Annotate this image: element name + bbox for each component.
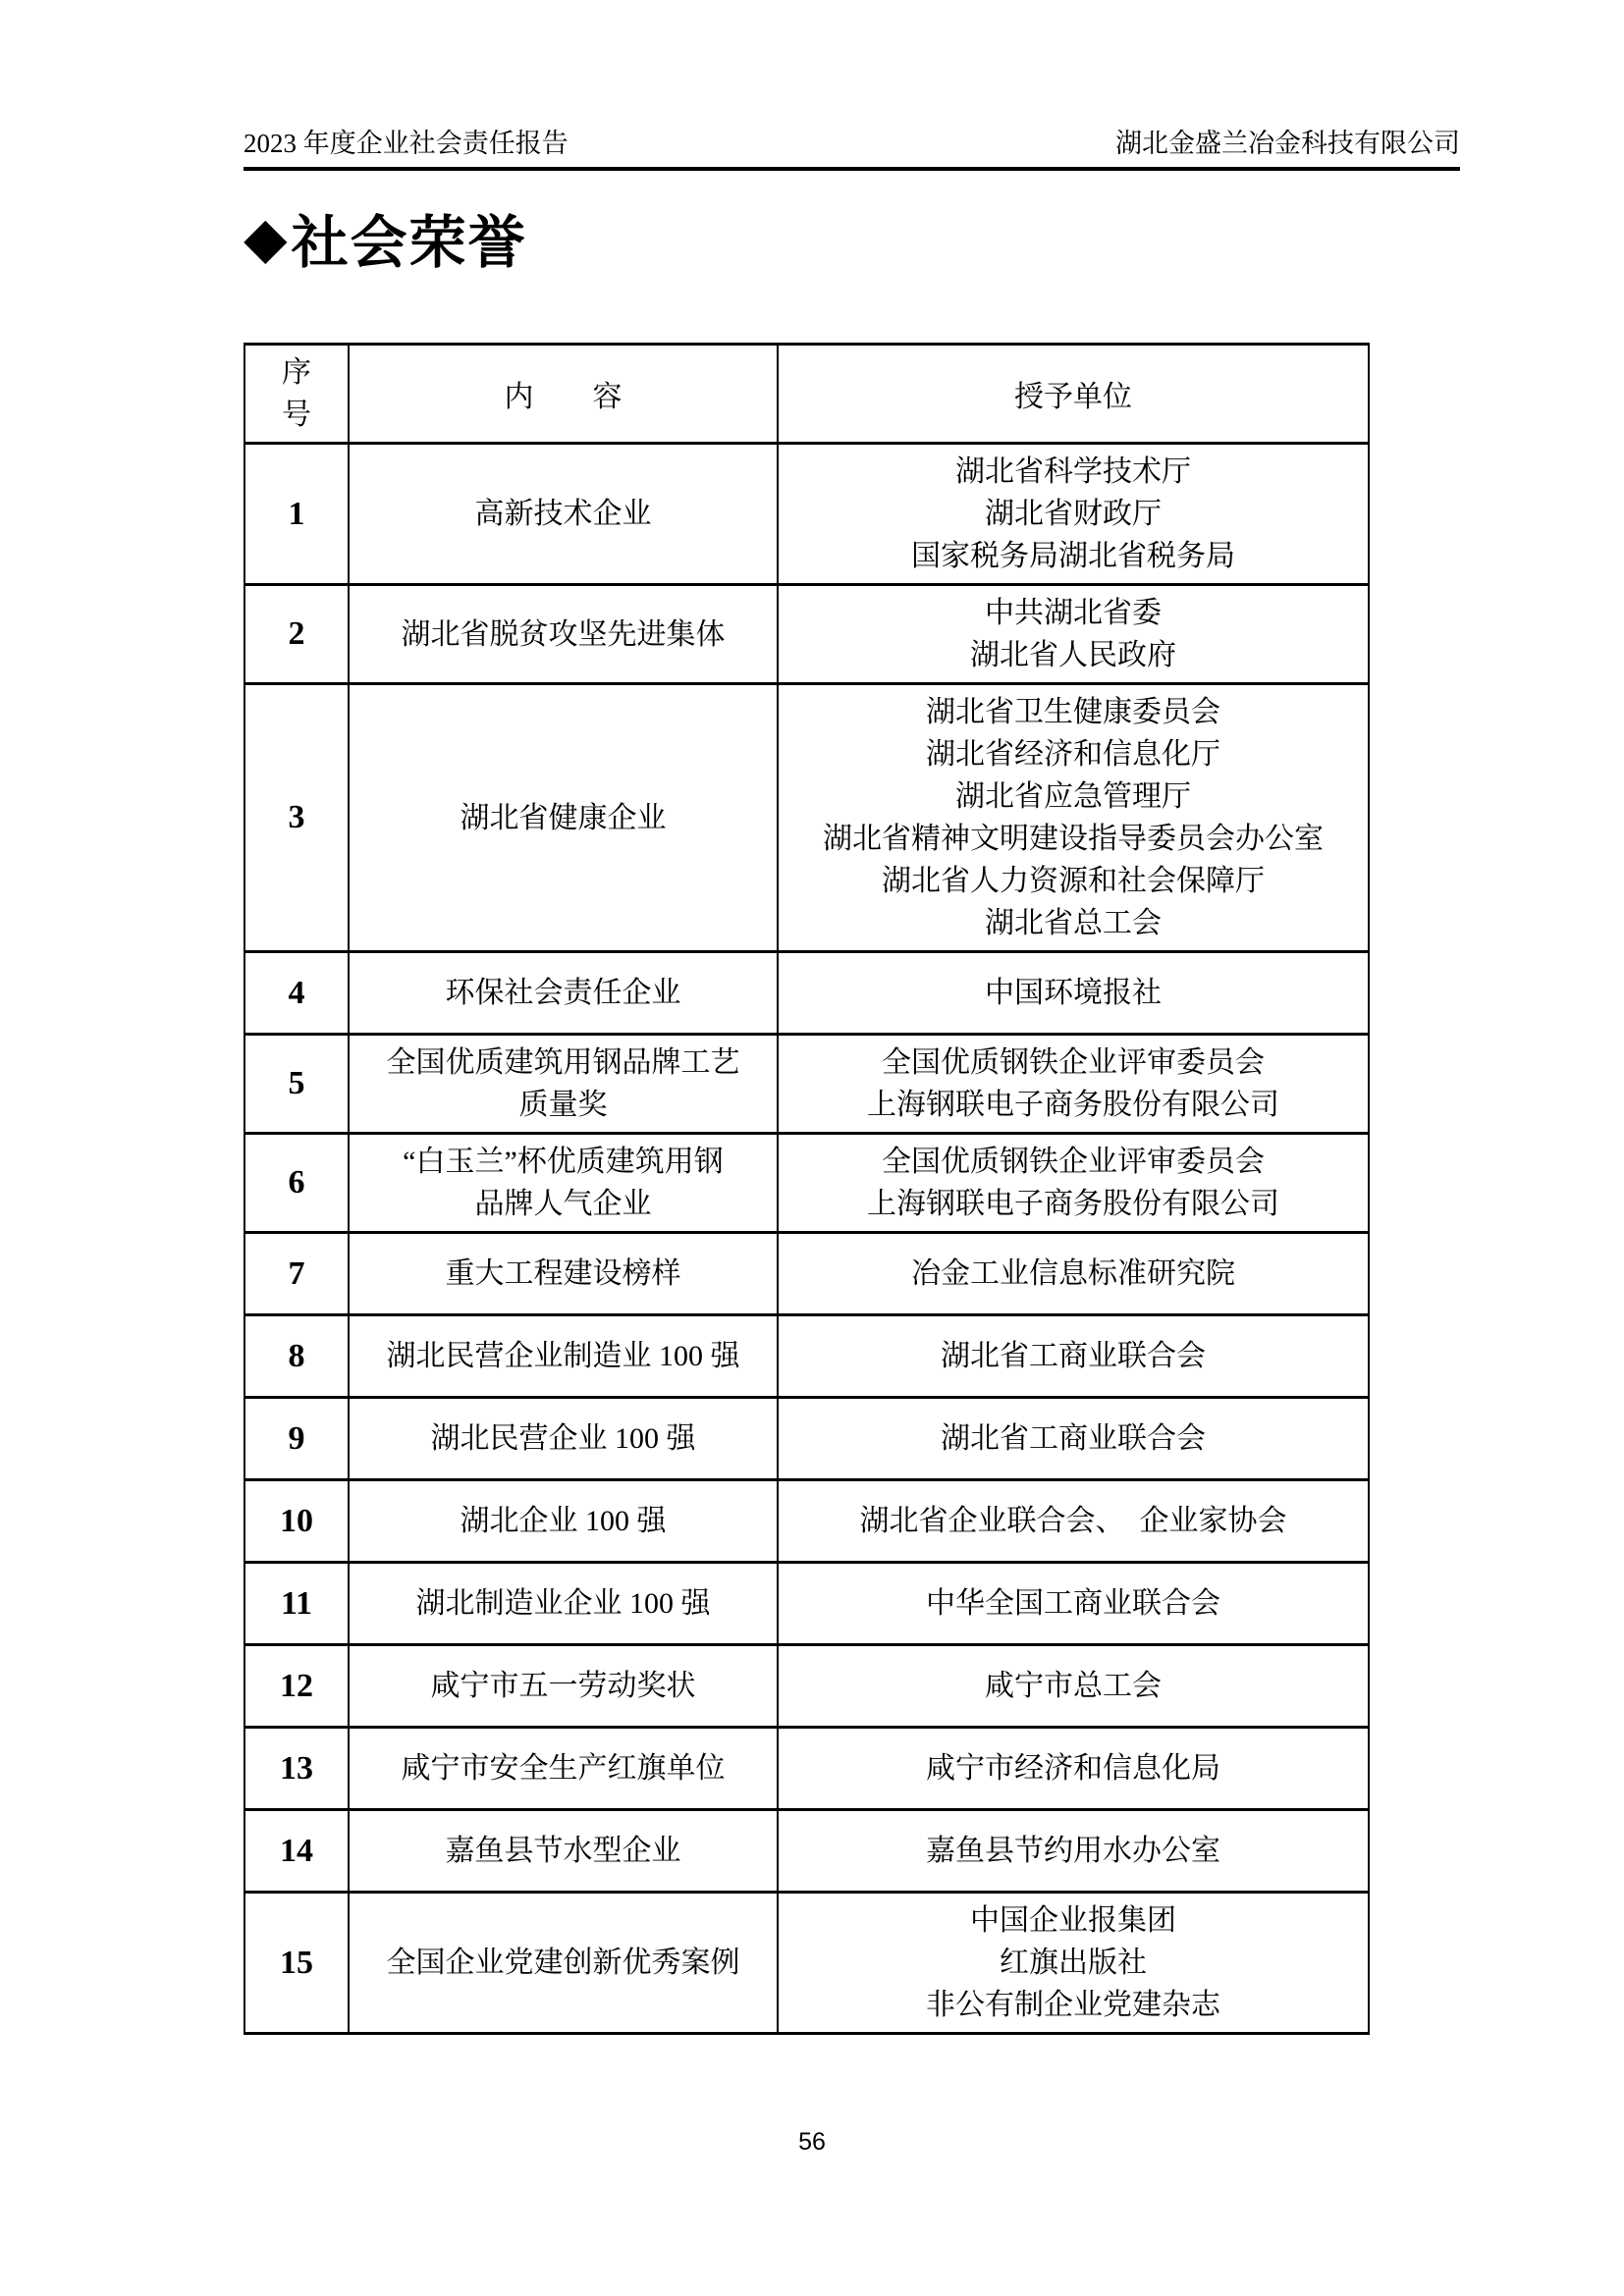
table-row bbox=[244, 1233, 1369, 1315]
cell-line: 全国优质钢铁企业评审委员会 bbox=[882, 1146, 1265, 1178]
awarding-unit-cell bbox=[778, 684, 1369, 952]
cell-line: 上海钢联电子商务股份有限公司 bbox=[867, 1089, 1279, 1121]
column-header-unit: 授予单位 bbox=[778, 345, 1369, 444]
awarding-unit-cell bbox=[778, 1035, 1369, 1134]
row-number-cell: 7 bbox=[244, 1233, 349, 1315]
cell-line: 湖北省工商业联合会 bbox=[941, 1422, 1206, 1455]
cell-line: 重大工程建设榜样 bbox=[445, 1257, 681, 1290]
cell-line: 中共湖北省委 bbox=[985, 597, 1162, 629]
row-number-cell: 13 bbox=[244, 1728, 349, 1810]
cell-line: 嘉鱼县节约用水办公室 bbox=[926, 1835, 1220, 1867]
cell-line: 嘉鱼县节水型企业 bbox=[445, 1835, 681, 1867]
cell-line: 中国企业报集团 bbox=[970, 1904, 1176, 1937]
cell-line: 湖北省健康企业 bbox=[460, 801, 667, 834]
table-row bbox=[244, 1893, 1369, 2034]
awarding-unit-cell bbox=[778, 1893, 1369, 2034]
cell-line: 湖北制造业企业 100 强 bbox=[415, 1587, 711, 1620]
honor-content-cell bbox=[349, 1645, 778, 1728]
column-header-num bbox=[244, 345, 349, 444]
cell-line: 全国优质钢铁企业评审委员会 bbox=[882, 1046, 1265, 1079]
awarding-unit-cell bbox=[778, 1315, 1369, 1398]
table-header-row bbox=[244, 345, 1369, 444]
cell-line: 咸宁市总工会 bbox=[985, 1670, 1162, 1702]
row-number-cell: 12 bbox=[244, 1645, 349, 1728]
header-report-title: 2023 年度企业社会责任报告 bbox=[244, 129, 568, 158]
cell-line: 非公有制企业党建杂志 bbox=[926, 1989, 1220, 2021]
cell-line: 品牌人气企业 bbox=[474, 1188, 652, 1220]
row-number-cell: 4 bbox=[244, 952, 349, 1035]
cell-line: 湖北省脱贫攻坚先进集体 bbox=[401, 617, 726, 651]
table-row bbox=[244, 585, 1369, 684]
cell-line: 高新技术企业 bbox=[474, 498, 652, 530]
row-number-cell: 10 bbox=[244, 1480, 349, 1563]
cell-line: 冶金工业信息标准研究院 bbox=[911, 1257, 1235, 1290]
section-title-text: 社会荣誉 bbox=[291, 211, 527, 275]
cell-line: 湖北民营企业制造业 100 强 bbox=[386, 1340, 740, 1372]
cell-line: 湖北省经济和信息化厅 bbox=[926, 738, 1220, 771]
cell-line: 湖北省科学技术厅 bbox=[955, 455, 1191, 488]
table-row bbox=[244, 1035, 1369, 1134]
cell-line: 湖北省人力资源和社会保障厅 bbox=[882, 865, 1265, 897]
awarding-unit-cell bbox=[778, 1645, 1369, 1728]
cell-line: 湖北省精神文明建设指导委员会办公室 bbox=[823, 823, 1324, 855]
honor-content-cell bbox=[349, 444, 778, 585]
cell-line: 湖北民营企业 100 强 bbox=[430, 1422, 696, 1455]
row-number-cell: 11 bbox=[244, 1563, 349, 1645]
cell-line: 湖北省财政厅 bbox=[985, 498, 1162, 530]
row-number-cell: 2 bbox=[244, 585, 349, 684]
cell-line: 号 bbox=[282, 399, 311, 431]
cell-line: 咸宁市经济和信息化局 bbox=[926, 1752, 1220, 1785]
honor-content-cell bbox=[349, 1233, 778, 1315]
cell-line: 咸宁市安全生产红旗单位 bbox=[401, 1752, 726, 1785]
awarding-unit-cell bbox=[778, 1398, 1369, 1480]
table-row bbox=[244, 1645, 1369, 1728]
header-company-name: 湖北金盛兰冶金科技有限公司 bbox=[1115, 129, 1460, 158]
section-title bbox=[244, 196, 527, 279]
table-row bbox=[244, 444, 1369, 585]
cell-line: 中华全国工商业联合会 bbox=[926, 1587, 1220, 1620]
awarding-unit-cell bbox=[778, 952, 1369, 1035]
honor-content-cell bbox=[349, 1893, 778, 2034]
honor-content-cell bbox=[349, 1315, 778, 1398]
cell-line: 湖北省人民政府 bbox=[970, 639, 1176, 671]
cell-line: 环保社会责任企业 bbox=[445, 977, 681, 1009]
cell-line: 全国企业党建创新优秀案例 bbox=[386, 1947, 740, 1979]
row-number-cell: 5 bbox=[244, 1035, 349, 1134]
table-row bbox=[244, 1134, 1369, 1233]
cell-line: 咸宁市五一劳动奖状 bbox=[430, 1670, 696, 1702]
awarding-unit-cell bbox=[778, 585, 1369, 684]
awarding-unit-cell bbox=[778, 1480, 1369, 1563]
cell-line: 上海钢联电子商务股份有限公司 bbox=[867, 1188, 1279, 1220]
honor-content-cell bbox=[349, 684, 778, 952]
honor-content-cell bbox=[349, 1134, 778, 1233]
honor-content-cell bbox=[349, 1810, 778, 1893]
table-row bbox=[244, 1810, 1369, 1893]
row-number-cell: 8 bbox=[244, 1315, 349, 1398]
honor-content-cell bbox=[349, 1728, 778, 1810]
cell-line: 序 bbox=[282, 356, 311, 389]
table-row bbox=[244, 1398, 1369, 1480]
table-row bbox=[244, 1480, 1369, 1563]
row-number-cell: 9 bbox=[244, 1398, 349, 1480]
honor-content-cell bbox=[349, 952, 778, 1035]
cell-line: 湖北省企业联合会、 企业家协会 bbox=[859, 1505, 1287, 1537]
honor-content-cell bbox=[349, 1035, 778, 1134]
awarding-unit-cell bbox=[778, 1134, 1369, 1233]
cell-line: 湖北省应急管理厅 bbox=[955, 780, 1191, 813]
cell-line: 湖北省工商业联合会 bbox=[941, 1340, 1206, 1372]
honor-content-cell bbox=[349, 1480, 778, 1563]
table-row bbox=[244, 1728, 1369, 1810]
page-header bbox=[244, 122, 1460, 171]
cell-line: “白玉兰”杯优质建筑用钢 bbox=[403, 1146, 724, 1178]
cell-line: 红旗出版社 bbox=[1000, 1947, 1147, 1979]
honor-content-cell bbox=[349, 1398, 778, 1480]
cell-line: 全国优质建筑用钢品牌工艺 bbox=[386, 1046, 740, 1079]
table-row bbox=[244, 952, 1369, 1035]
row-number-cell: 14 bbox=[244, 1810, 349, 1893]
table-row bbox=[244, 1315, 1369, 1398]
awarding-unit-cell bbox=[778, 1810, 1369, 1893]
cell-line: 质量奖 bbox=[518, 1089, 608, 1121]
honor-content-cell bbox=[349, 1563, 778, 1645]
cell-line: 湖北企业 100 强 bbox=[460, 1505, 667, 1537]
awarding-unit-cell bbox=[778, 1728, 1369, 1810]
honors-table bbox=[244, 343, 1370, 2035]
awarding-unit-cell bbox=[778, 1563, 1369, 1645]
page-number: 56 bbox=[798, 2128, 826, 2156]
row-number-cell: 6 bbox=[244, 1134, 349, 1233]
cell-line: 中国环境报社 bbox=[985, 977, 1162, 1009]
table-row bbox=[244, 684, 1369, 952]
cell-line: 湖北省卫生健康委员会 bbox=[926, 696, 1220, 728]
cell-line: 国家税务局湖北省税务局 bbox=[911, 540, 1235, 572]
row-number-cell: 3 bbox=[244, 684, 349, 952]
awarding-unit-cell bbox=[778, 1233, 1369, 1315]
honor-content-cell bbox=[349, 585, 778, 684]
cell-line: 湖北省总工会 bbox=[985, 907, 1162, 939]
diamond-icon: ◆ bbox=[244, 206, 290, 270]
awarding-unit-cell bbox=[778, 444, 1369, 585]
column-header-content: 内 容 bbox=[349, 345, 778, 444]
table-row bbox=[244, 1563, 1369, 1645]
row-number-cell: 15 bbox=[244, 1893, 349, 2034]
row-number-cell: 1 bbox=[244, 444, 349, 585]
